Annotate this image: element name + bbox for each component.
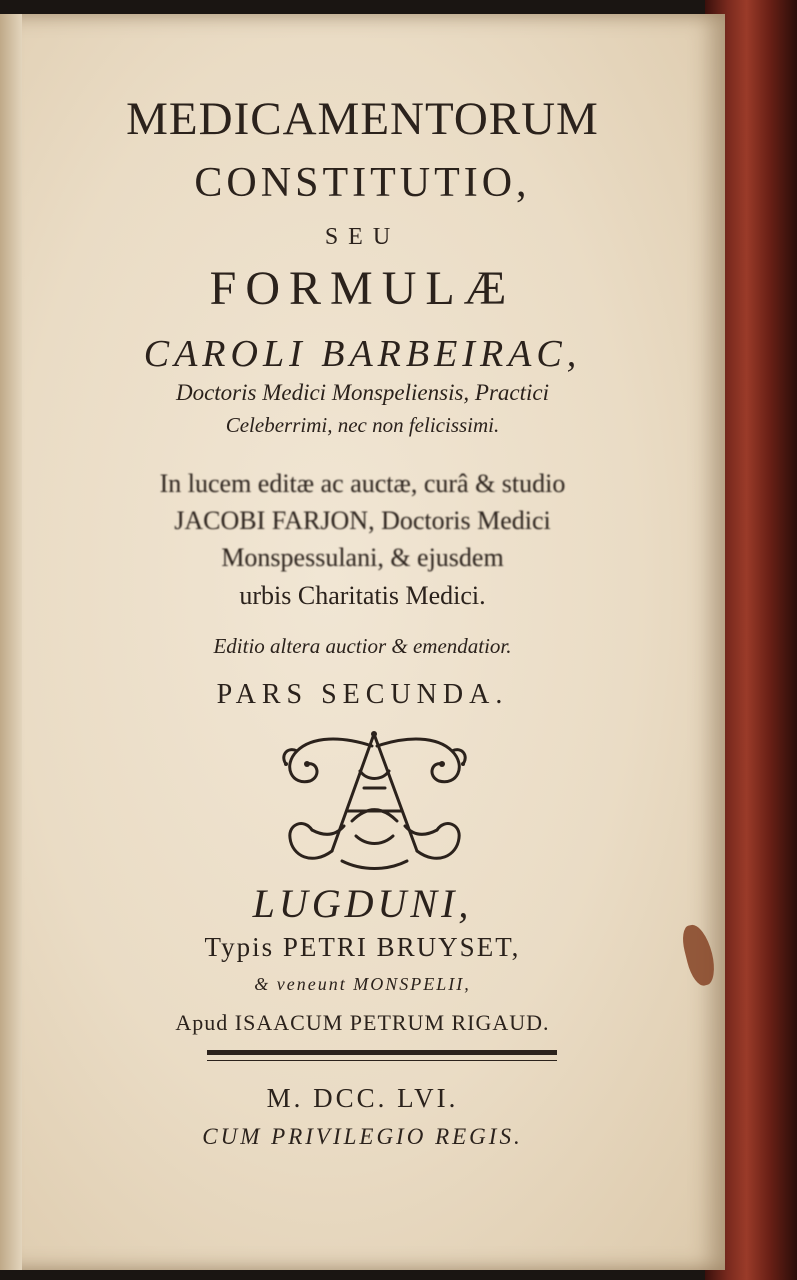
- divider-thick: [207, 1050, 557, 1055]
- book-subtitle: CONSTITUTIO,: [194, 160, 531, 206]
- page-fold: [0, 14, 22, 1270]
- printer: Typis PETRI BRUYSET,: [204, 932, 521, 962]
- printer-monogram-ornament-icon: [272, 726, 477, 876]
- bookseller: Apud ISAACUM PETRUM RIGAUD.: [175, 1010, 550, 1035]
- alternate-title: FORMULÆ: [209, 262, 516, 315]
- sold-at: & veneunt MONSPELII,: [254, 974, 471, 994]
- author-description-2: Celeberrimi, nec non felicissimi.: [225, 413, 500, 437]
- editor-line-3: Monspessulani, & ejusdem: [221, 543, 504, 572]
- edition-note: Editio altera auctior & emendatior.: [213, 634, 512, 658]
- royal-privilege: CUM PRIVILEGIO REGIS.: [202, 1124, 523, 1149]
- divider-thin: [207, 1060, 557, 1061]
- book-title: MEDICAMENTORUM: [126, 93, 599, 145]
- city: LUGDUNI,: [252, 881, 473, 926]
- editor-line-1: In lucem editæ ac auctæ, curâ & studio: [159, 469, 566, 498]
- title-page: [0, 14, 725, 1270]
- author-name: CAROLI BARBEIRAC,: [143, 333, 582, 375]
- editor-line-4: urbis Charitatis Medici.: [239, 581, 486, 610]
- title-connector: SEU: [324, 224, 401, 250]
- editor-line-2: JACOBI FARJON, Doctoris Medici: [174, 506, 551, 535]
- part-label: PARS SECUNDA.: [216, 679, 509, 710]
- author-description-1: Doctoris Medici Monspeliensis, Practici: [175, 380, 550, 405]
- publication-year: M. DCC. LVI.: [266, 1083, 459, 1113]
